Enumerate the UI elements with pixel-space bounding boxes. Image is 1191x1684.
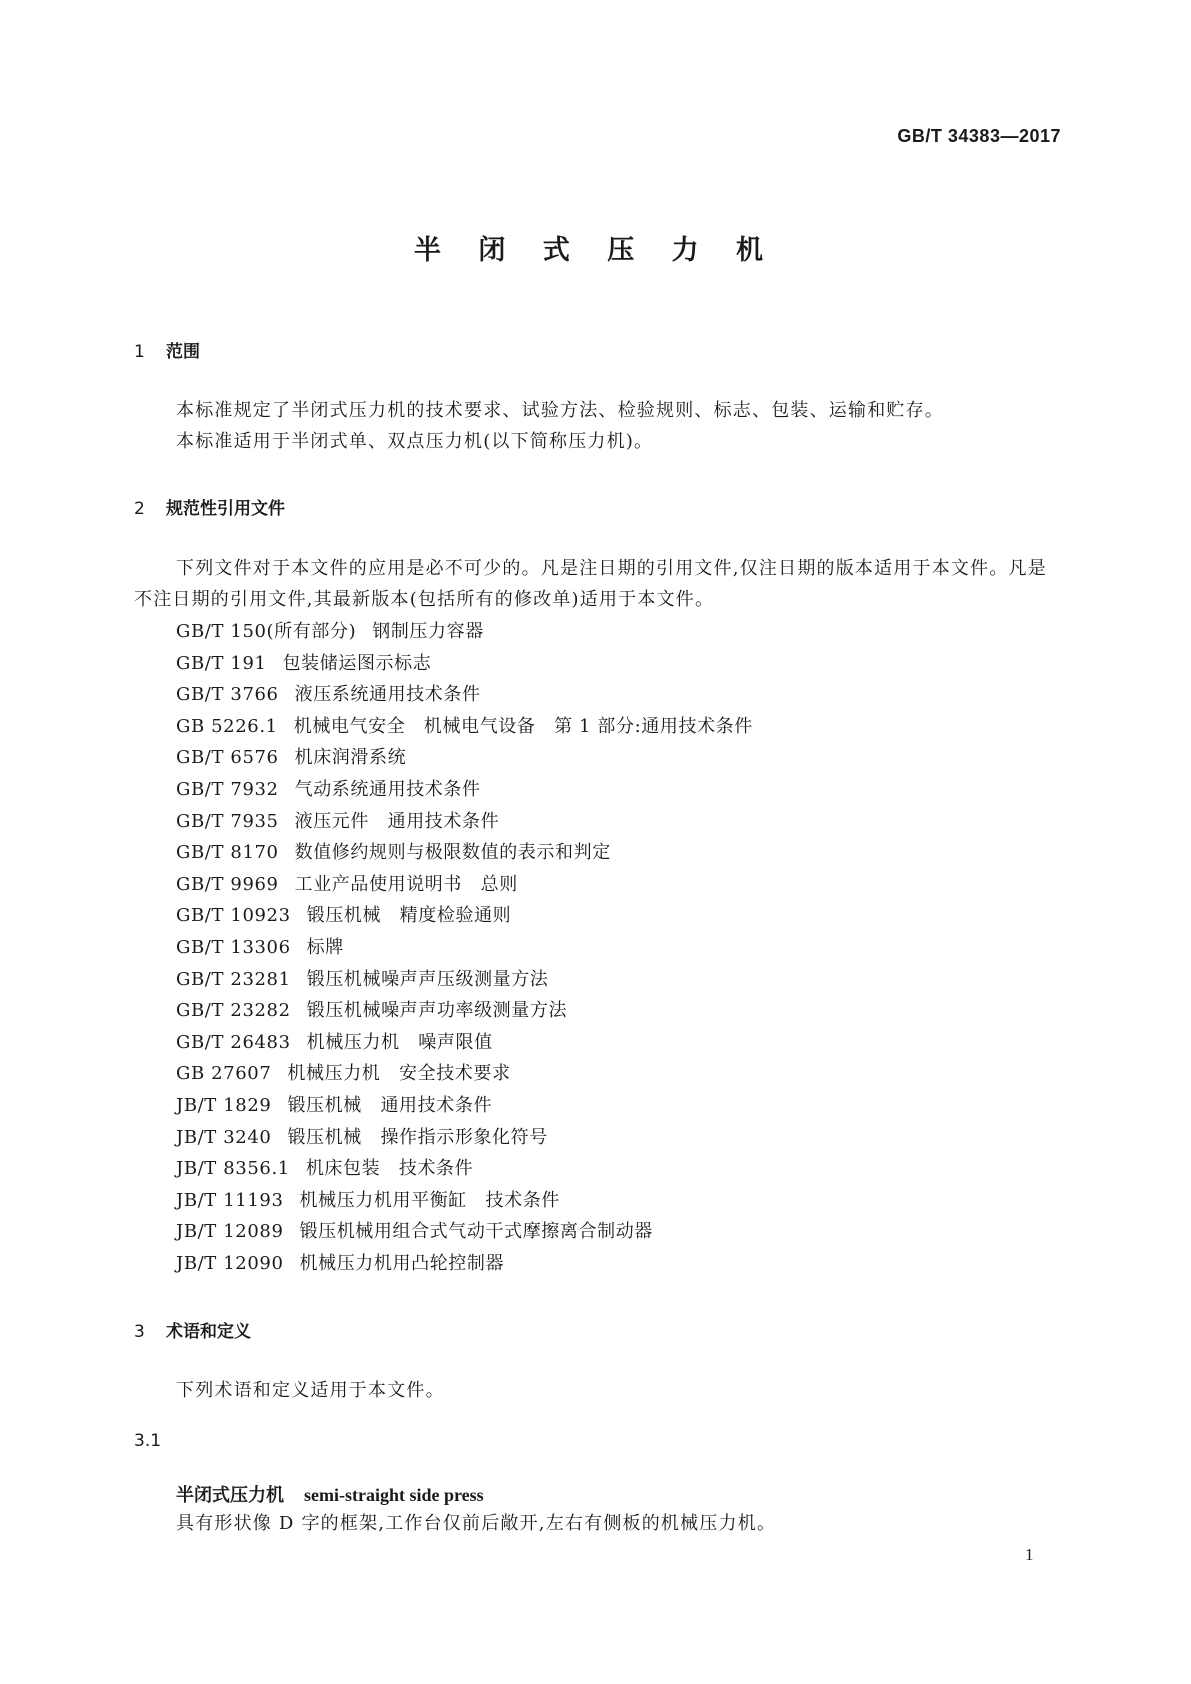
section-2-intro: 下列文件对于本文件的应用是必不可少的。凡是注日期的引用文件,仅注日期的版本适用于本文件。凡是不注日期的引用文件,其最新版本(包括所有的修改单)适用于本文件。 xyxy=(134,558,1047,610)
reference-title: 数值修约规则与极限数值的表示和判定 xyxy=(294,842,611,864)
reference-code: GB/T 191 xyxy=(176,652,267,674)
reference-code: JB/T 12090 xyxy=(176,1252,284,1274)
reference-code: GB/T 7932 xyxy=(176,778,279,800)
reference-title: 气动系统通用技术条件 xyxy=(294,778,481,800)
reference-item xyxy=(176,1058,753,1090)
reference-title: 液压元件 通用技术条件 xyxy=(294,810,500,832)
reference-item xyxy=(176,1153,753,1185)
section-title: 范围 xyxy=(166,342,200,362)
document-title: 半 闭 式 压 力 机 xyxy=(414,235,777,266)
reference-item xyxy=(176,774,753,806)
reference-title: 钢制压力容器 xyxy=(372,621,484,642)
reference-item xyxy=(176,679,753,711)
reference-code: GB/T 3766 xyxy=(176,684,279,706)
reference-title: 锻压机械噪声声功率级测量方法 xyxy=(306,1000,568,1022)
reference-code: GB 27607 xyxy=(176,1063,272,1085)
term-number: 3.1 xyxy=(134,1431,162,1451)
reference-code: GB/T 150(所有部分) xyxy=(176,621,357,642)
reference-title: 机床润滑系统 xyxy=(294,747,407,769)
reference-title: 锻压机械噪声声压级测量方法 xyxy=(306,968,549,990)
section-1-paragraph-1: 本标准规定了半闭式压力机的技术要求、试验方法、检验规则、标志、包装、运输和贮存。 xyxy=(176,400,944,421)
reference-title: 锻压机械 操作指示形象化符号 xyxy=(287,1126,548,1148)
term-heading xyxy=(176,1481,484,1507)
reference-code: GB/T 8170 xyxy=(176,842,279,864)
reference-code: GB 5226.1 xyxy=(176,715,278,737)
reference-item xyxy=(176,837,753,869)
reference-item xyxy=(176,806,753,838)
term-name-en: semi-straight side press xyxy=(304,1485,484,1505)
reference-title: 包装储运图示标志 xyxy=(282,652,432,674)
page-number: 1 xyxy=(1025,1545,1034,1564)
section-title: 规范性引用文件 xyxy=(166,499,285,519)
reference-code: GB/T 10923 xyxy=(176,905,291,927)
reference-item xyxy=(176,1090,753,1122)
reference-item xyxy=(176,995,753,1027)
reference-code: GB/T 23281 xyxy=(176,968,291,990)
reference-item xyxy=(176,742,753,774)
reference-item xyxy=(176,616,753,648)
section-number: 2 xyxy=(134,499,145,519)
section-number: 3 xyxy=(134,1322,145,1342)
reference-title: 机械压力机 噪声限值 xyxy=(306,1031,493,1053)
standard-code: GB/T 34383—2017 xyxy=(897,126,1061,146)
reference-code: JB/T 3240 xyxy=(176,1126,272,1148)
reference-item xyxy=(176,648,753,680)
reference-title: 锻压机械 通用技术条件 xyxy=(287,1094,493,1116)
reference-code: GB/T 6576 xyxy=(176,747,279,769)
reference-title: 锻压机械用组合式气动干式摩擦离合制动器 xyxy=(299,1221,653,1243)
reference-code: GB/T 23282 xyxy=(176,1000,291,1022)
reference-title: 液压系统通用技术条件 xyxy=(294,684,481,706)
reference-code: GB/T 26483 xyxy=(176,1031,291,1053)
reference-code: JB/T 1829 xyxy=(176,1094,272,1116)
section-3-heading xyxy=(134,1317,251,1342)
reference-item xyxy=(176,1122,753,1154)
reference-code: GB/T 7935 xyxy=(176,810,279,832)
reference-item xyxy=(176,900,753,932)
reference-code: GB/T 9969 xyxy=(176,873,279,895)
reference-item xyxy=(176,932,753,964)
section-2-heading xyxy=(134,494,285,519)
reference-code: JB/T 11193 xyxy=(176,1189,284,1211)
reference-title: 机械电气安全 机械电气设备 第 1 部分:通用技术条件 xyxy=(293,715,753,737)
reference-title: 机械压力机用凸轮控制器 xyxy=(299,1252,505,1274)
reference-item xyxy=(176,711,753,743)
reference-title: 机械压力机用平衡缸 技术条件 xyxy=(299,1189,560,1211)
section-title: 术语和定义 xyxy=(166,1322,251,1342)
reference-title: 工业产品使用说明书 总则 xyxy=(294,873,518,895)
section-3-intro: 下列术语和定义适用于本文件。 xyxy=(176,1380,445,1401)
reference-code: JB/T 12089 xyxy=(176,1221,284,1243)
section-1-paragraph-2: 本标准适用于半闭式单、双点压力机(以下简称压力机)。 xyxy=(176,431,654,452)
section-1-heading xyxy=(134,337,200,362)
reference-title: 锻压机械 精度检验通则 xyxy=(306,905,512,927)
reference-item xyxy=(176,1216,753,1248)
section-number: 1 xyxy=(134,342,145,362)
reference-title: 机械压力机 安全技术要求 xyxy=(287,1063,511,1085)
reference-code: JB/T 8356.1 xyxy=(176,1158,290,1180)
reference-title: 标牌 xyxy=(306,936,344,958)
reference-item xyxy=(176,1185,753,1217)
reference-item xyxy=(176,869,753,901)
reference-code: GB/T 13306 xyxy=(176,936,291,958)
term-name-zh: 半闭式压力机 xyxy=(176,1485,284,1506)
reference-item xyxy=(176,964,753,996)
reference-title: 机床包装 技术条件 xyxy=(305,1158,474,1180)
reference-item xyxy=(176,1248,753,1280)
term-definition: 具有形状像 D 字的框架,工作台仅前后敞开,左右有侧板的机械压力机。 xyxy=(176,1513,777,1534)
reference-item xyxy=(176,1027,753,1059)
normative-references-list xyxy=(176,616,753,1279)
